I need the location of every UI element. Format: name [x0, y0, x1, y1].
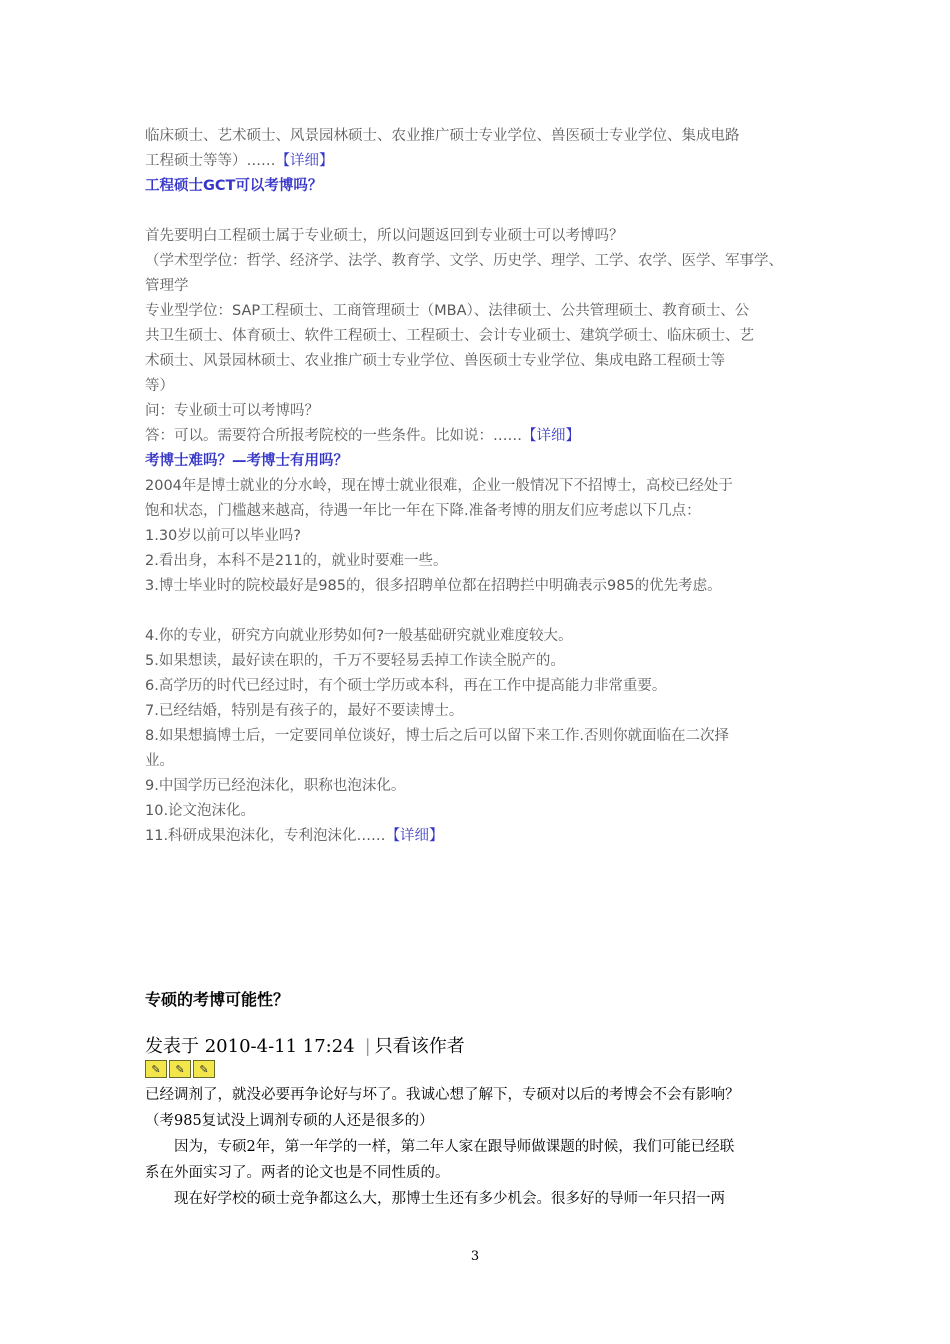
list-item	[145, 824, 825, 849]
text-line	[145, 149, 825, 174]
list-item: 1.30岁以前可以毕业吗?	[145, 528, 301, 544]
text-line	[145, 424, 825, 449]
spacer	[145, 199, 825, 224]
text-line: 饱和状态，门槛越来越高，待遇一年比一年在下降.准备考博的朋友们应考虑以下几点：	[145, 503, 701, 519]
text-line: 首先要明白工程硕士属于专业硕士，所以问题返回到专业硕士可以考博吗？	[145, 228, 624, 244]
post-meta	[145, 1034, 835, 1060]
text-line: （学术型学位：哲学、经济学、法学、教育学、文学、历史学、理学、工学、农学、医学、军事学、	[145, 253, 783, 269]
text-line: 2004年是博士就业的分水岭，现在博士就业很难，企业一般情况下不招博士，高校已经处于	[145, 478, 733, 494]
post-text: 已经调剂了，就没必要再争论好与坏了。我诚心想了解下，专硕对以后的考博会不会有影响？	[145, 1087, 740, 1103]
text-line: 等）	[145, 378, 174, 394]
text-line: 专业型学位：SAP工程硕士、工商管理硕士（MBA）、法律硕士、公共管理硕士、教育硕士、公	[145, 303, 750, 319]
post-text: （考985复试没上调剂专硕的人还是很多的）	[145, 1113, 434, 1129]
document-body	[145, 124, 825, 849]
medal-icon: ✎	[145, 1060, 167, 1078]
text-line: 问：专业硕士可以考博吗？	[145, 403, 319, 419]
post-text: 现在好学校的硕士竞争都这么大，那博士生还有多少机会。很多好的导师一年只招一两	[174, 1191, 725, 1207]
heading-professional-master-phd: 专硕的考博可能性？	[145, 990, 290, 1009]
text-line: 管理学	[145, 278, 189, 294]
heading-gct-phd: 工程硕士GCT可以考博吗？	[145, 178, 323, 194]
forum-post	[145, 1034, 835, 1212]
list-item: 8.如果想搞博士后，一定要同单位谈好，博士后之后可以留下来工作.否则你就面临在二次择	[145, 728, 729, 744]
section-professional-degree-list	[145, 124, 825, 174]
section-phd-difficulty	[145, 474, 825, 849]
detail-link[interactable]: 【详细】	[522, 428, 580, 444]
spacer	[145, 599, 825, 624]
list-item: 7.已经结婚，特别是有孩子的，最好不要读博士。	[145, 703, 464, 719]
medal-icon: ✎	[193, 1060, 215, 1078]
list-item: 10.论文泡沫化。	[145, 803, 256, 819]
text-line: 共卫生硕士、体育硕士、软件工程硕士、工程硕士、会计专业硕士、建筑学硕士、临床硕士、艺	[145, 328, 754, 344]
post-text: 因为，专硕2年，第一年学的一样，第二年人家在跟导师做课题的时候，我们可能已经联	[174, 1139, 735, 1155]
section-gct-phd	[145, 224, 825, 449]
list-item: 业。	[145, 753, 174, 769]
rank-icons	[145, 1060, 835, 1078]
post-date: 发表于 2010-4-11 17:24	[145, 1036, 355, 1057]
meta-separator: |	[364, 1036, 371, 1057]
text-line: 临床硕士、艺术硕士、风景园林硕士、农业推广硕士专业学位、兽医硕士专业学位、集成电路	[145, 128, 740, 144]
detail-link[interactable]: 【详细】	[275, 153, 334, 169]
text-segment: 答：可以。需要符合所报考院校的一些条件。比如说：……	[145, 428, 522, 444]
page-number: 3	[470, 1249, 480, 1264]
post-text: 系在外面实习了。两者的论文也是不同性质的。	[145, 1165, 450, 1181]
heading-phd-difficulty: 考博士难吗？—考博士有用吗？	[145, 453, 348, 469]
list-item: 3.博士毕业时的院校最好是985的，很多招聘单位都在招聘拦中明确表示985的优先考虑。	[145, 578, 722, 594]
list-item: 4.你的专业，研究方向就业形势如何?一般基础研究就业难度较大。	[145, 628, 573, 644]
text-segment: 11.科研成果泡沫化，专利泡沫化……	[145, 828, 386, 844]
list-item: 9.中国学历已经泡沫化，职称也泡沫化。	[145, 778, 406, 794]
text-segment: 工程硕士等等）……	[145, 153, 276, 169]
text-line: 术硕士、风景园林硕士、农业推广硕士专业学位、兽医硕士专业学位、集成电路工程硕士等	[145, 353, 725, 369]
list-item: 5.如果想读，最好读在职的，千万不要轻易丢掉工作读全脱产的。	[145, 653, 565, 669]
detail-link[interactable]: 【详细】	[385, 828, 444, 844]
list-item: 2.看出身，本科不是211的，就业时要难一些。	[145, 553, 448, 569]
medal-icon: ✎	[169, 1060, 191, 1078]
list-item: 6.高学历的时代已经过时，有个硕士学历或本科，再在工作中提高能力非常重要。	[145, 678, 667, 694]
author-only-link[interactable]: 只看该作者	[374, 1036, 465, 1057]
